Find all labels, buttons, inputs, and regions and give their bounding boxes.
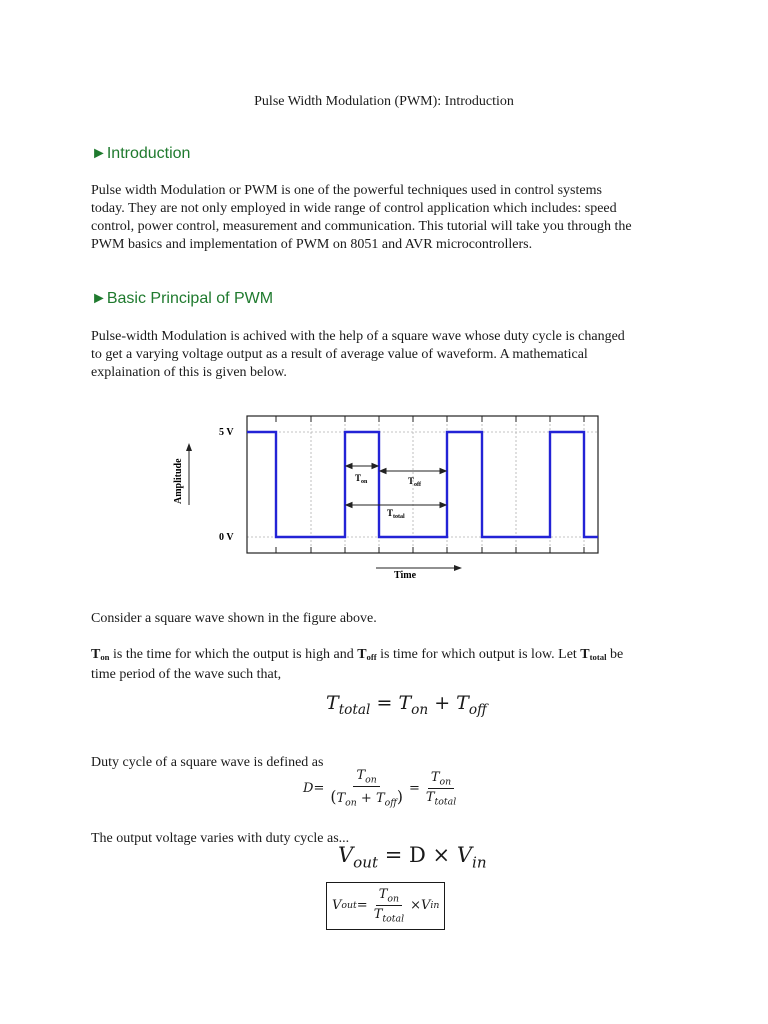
paragraph-line: PWM basics and implementation of PWM on 8051 and AVR microcontrollers. — [91, 237, 533, 252]
y-high-label: 5 V — [219, 427, 234, 438]
paragraph-line: to get a varying voltage output as a result of average value of waveform. A mathematical — [91, 347, 588, 362]
t-total-dimension — [346, 503, 446, 508]
triangle-bullet-icon: ► — [91, 145, 107, 162]
t-on-term: Ton — [91, 647, 110, 663]
equation-t-total: $T_{total} = T_{on} + T_{off}$ — [326, 692, 487, 718]
paragraph-line: Pulse-width Modulation is achived with the help of a square wave whose duty cycle is changed — [91, 329, 625, 344]
t-on-dimension — [346, 464, 378, 469]
t-on-label: $T_{on}$ — [355, 473, 368, 485]
duty-cycle-text: Duty cycle of a square wave is defined as — [91, 755, 324, 770]
equation-vout-boxed: V out = $\frac{T_{on}}{T_{total}}$ × V in — [326, 882, 445, 930]
y-axis-arrowhead — [186, 443, 192, 451]
paragraph-line: control, power control, measurement and communication. This tutorial will take you through the — [91, 219, 632, 234]
y-axis-label: Amplitude — [173, 458, 184, 504]
definition-line-1: Ton is the time for which the output is high and Toff is time for which output is low. Let Ttotal be — [91, 647, 624, 663]
x-axis-arrowhead — [454, 565, 462, 571]
definition-line-2: time period of the wave such that, — [91, 667, 282, 683]
fraction-ton-over-ttotal: $\frac{T_{on}}{T_{total}}$ — [425, 769, 457, 808]
equation-vout-duty: $V_{out} = D \times V_{in}$ — [338, 843, 487, 872]
fraction-ton-over-sum: $\frac{T_{on}}{(T_{on} + T_{off})}$ — [330, 768, 403, 809]
fraction-ton-over-ttotal: $\frac{T_{on}}{T_{total}}$ — [373, 887, 405, 925]
page-title: Pulse Width Modulation (PWM): Introduction — [254, 94, 514, 109]
t-off-term: Toff — [357, 647, 377, 663]
pwm-waveform-figure — [160, 405, 610, 590]
paragraph-line: Pulse width Modulation or PWM is one of the powerful techniques used in control systems — [91, 183, 602, 198]
section-heading-text: Basic Principal of PWM — [106, 290, 274, 307]
section-heading-text: Introduction — [106, 145, 191, 162]
output-voltage-text: The output voltage varies with duty cycle as... — [91, 831, 350, 846]
square-wave — [247, 432, 598, 537]
grid-lines — [247, 416, 598, 553]
t-total-term: Ttotal — [580, 647, 607, 663]
section-heading-basic-principal — [91, 290, 273, 308]
definition-paragraph — [91, 646, 691, 684]
paragraph-line: today. They are not only employed in wide range of control application which includes: speed — [91, 201, 617, 216]
section-heading-introduction — [91, 145, 190, 163]
equation-duty-cycle: D = $\frac{T_{on}}{(T_{on} + T_{off})}$ = $\frac{T_{on}}{T_{total}}$ — [303, 768, 462, 809]
y-low-label: 0 V — [219, 532, 234, 543]
t-off-label: $T_{off}$ — [408, 476, 422, 488]
intro-paragraph — [91, 182, 691, 254]
principal-paragraph — [91, 328, 691, 382]
triangle-bullet-icon: ► — [91, 290, 107, 307]
figure-caption-text: Consider a square wave shown in the figure above. — [91, 611, 377, 626]
x-axis-label: Time — [394, 570, 417, 581]
plot-frame — [247, 416, 598, 553]
t-total-label: $T_{total}$ — [387, 508, 405, 520]
paragraph-line: explaination of this is given below. — [91, 365, 287, 380]
